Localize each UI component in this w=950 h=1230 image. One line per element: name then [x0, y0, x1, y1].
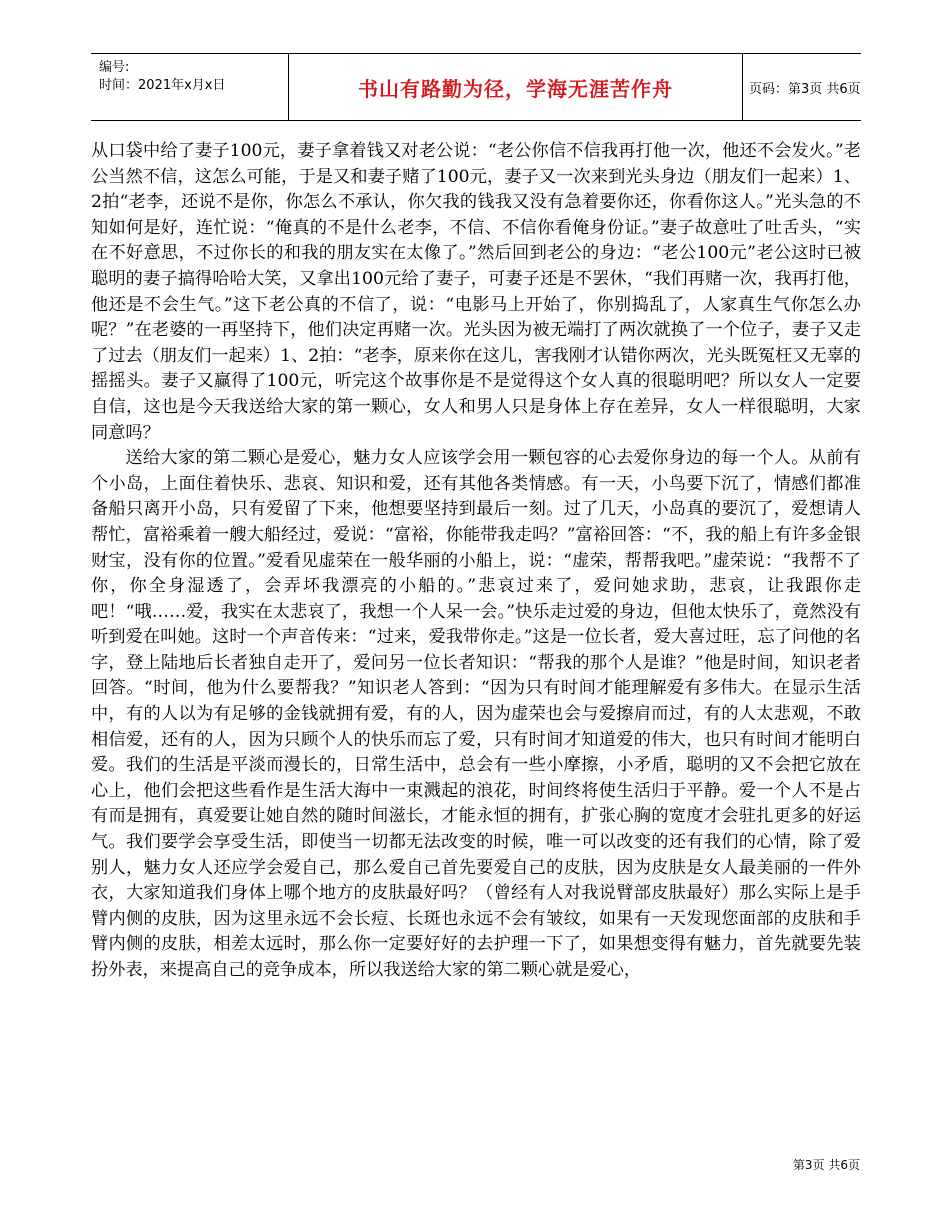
body-paragraph-2: 送给大家的第二颗心是爱心，魅力女人应该学会用一颗包容的心去爱你身边的每一个人。从前有个小岛，上面住着快乐、悲哀、知识和爱，还有其他各类情感。有一天，小鸟要下沉了，情感们都准备船只离开小岛，只有爱留了下来，他想要坚持到最后一刻。过了几天，小岛真的要沉了，爱想请人帮忙，富裕乘着一艘大船经过，爱说：“富裕，你能带我走吗？”富裕回答：“不，我的船上有许多金银财宝，没有你的位置。”爱看见虚荣在一般华丽的小船上，说：“虚荣，帮帮我吧。”虚荣说：“我帮不了你，你全身湿透了，会弄坏我漂亮的小船的。”悲哀过来了，爱问她求助，悲哀，让我跟你走吧！“哦……爱，我实在太悲哀了，我想一个人呆一会。”快乐走过爱的身边，但他太快乐了，竟然没有听到爱在叫她。这时一个声音传来：“过来，爱我带你走。”这是一位长者，爱大喜过旺，忘了问他的名字，登上陆地后长者独自走开了，爱问另一位长者知识：“帮我的那个人是谁？”他是时间，知识老者回答。“时间，他为什么要帮我？”知识老人答到：“因为只有时间才能理解爱有多伟大。在显示生活中，有的人以为有足够的金钱就拥有爱，有的人，因为虚荣也会与爱擦肩而过，有的人太悲观，不敢相信爱，还有的人，因为只顾个人的快乐而忘了爱，只有时间才知道爱的伟大，也只有时间才能明白爱。我们的生活是平淡而漫长的，日常生活中，总会有一些小摩擦，小矛盾，聪明的又不会把它放在心上，他们会把这些看作是生活大海中一束溅起的浪花，时间终将使生活归于平静。爱一个人不是占有而是拥有，真爱要让她自然的随时间滋长，才能永恒的拥有，扩张心胸的宽度才会驻扎更多的好运气。我们要学会享受生活，即使当一切都无法改变的时候，唯一可以改变的还有我们的心情，除了爱别人，魅力女人还应学会爱自己，那么爱自己首先要爱自己的皮肤，因为皮肤是女人最美丽的一件外衣，大家知道我们身体上哪个地方的皮肤最好吗？（曾经有人对我说臂部皮肤最好）那么实际上是手臂内侧的皮肤，因为这里永远不会长痘、长斑也永远不会有皱纹，如果有一天发现您面部的皮肤和手臂内侧的皮肤，相差太远时，那么你一定要好好的去护理一下了，如果想变得有魅力，首先就要先装扮外表，来提高自己的竞争成本，所以我送给大家的第二颗心就是爱心， — [91, 448, 861, 980]
document-body — [91, 139, 861, 984]
header-page-number: 页码：第3页 共6页 — [749, 81, 861, 97]
header-motto-cell — [288, 54, 743, 120]
page-header — [91, 53, 861, 121]
document-number-label: 编号: — [99, 60, 130, 75]
header-motto: 书山有路勤为径，学海无涯苦作舟 — [358, 76, 673, 101]
body-paragraph-1: 从口袋中给了妻子100元，妻子拿着钱又对老公说：“老公你信不信我再打他一次，他还不会发火。”老公当然不信，这怎么可能，于是又和妻子赌了100元，妻子又一次来到光头身边（朋友们一起来）1、2拍“老李，还说不是你，你怎么不承认，你欠我的钱我又没有急着要你还，你看你这人。”光头急的不知如何是好，连忙说：“俺真的不是什么老李，不信、不信你看俺身份证。”妻子故意吐了吐舌头，“实在不好意思，不过你长的和我的朋友实在太像了。”然后回到老公的身边：“老公100元”老公这时已被聪明的妻子搞得哈哈大笑，又拿出100元给了妻子，可妻子还是不罢休，“我们再赌一次，我再打他，他还是不会生气。”这下老公真的不信了，说：“电影马上开始了，你别捣乱了，人家真生气你怎么办呢？”在老婆的一再坚持下，他们决定再赌一次。光头因为被无端打了两次就换了一个位子，妻子又走了过去（朋友们一起来）1、2拍：“老李，原来你在这儿，害我刚才认错你两次，光头既冤枉又无辜的摇摇头。妻子又赢得了100元，听完这个故事你是不是觉得这个女人真的很聪明吧？所以女人一定要自信，这也是今天我送给大家的第一颗心，女人和男人只是身体上存在差异，女人一样很聪明，大家同意吗？ — [91, 141, 861, 443]
header-meta — [91, 54, 288, 120]
header-page-cell — [743, 54, 861, 120]
document-time-label: 时间：2021年x月x日 — [99, 78, 226, 93]
page-footer: 第3页 共6页 — [792, 1158, 860, 1172]
